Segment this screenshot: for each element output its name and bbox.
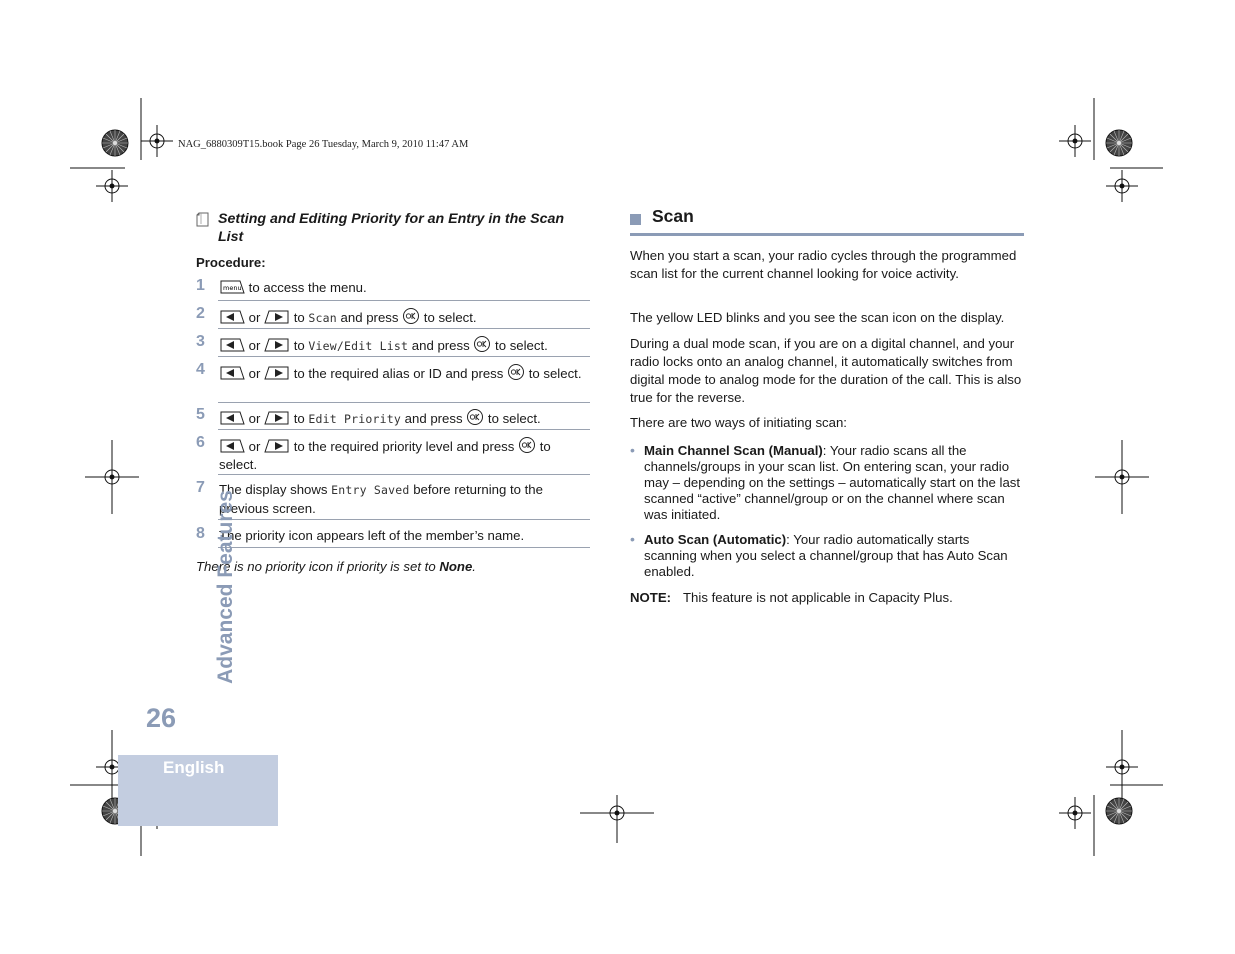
step-divider (218, 402, 590, 403)
display-text: Edit Priority (308, 412, 401, 426)
step-number: 1 (196, 277, 205, 294)
right-arrow-key-icon (264, 410, 290, 426)
procedure-step: 5 or to Edit Priority and press to select. (196, 408, 590, 429)
step-divider (218, 429, 590, 430)
procedure-step: 4 or to the required alias or ID and press to select. (196, 363, 590, 383)
step-number: 7 (196, 479, 205, 496)
square-bullet-icon (630, 214, 641, 225)
display-text: Entry Saved (331, 483, 410, 497)
right-arrow-key-icon (264, 438, 290, 454)
procedure-step (196, 279, 590, 297)
step-number: 6 (196, 434, 205, 451)
section-heading (630, 206, 1024, 227)
note (630, 590, 953, 605)
section-rule (630, 233, 1024, 236)
paragraph: There are two ways of initiating scan: (630, 415, 847, 430)
procedure-step: 3 or to View/Edit List and press to select. (196, 335, 590, 356)
bullet-icon: • (630, 442, 635, 458)
step-text: to access the menu. (245, 280, 367, 295)
step-number: 5 (196, 406, 205, 423)
section-title: Scan (652, 206, 694, 226)
procedure-step: 8 The priority icon appears left of the member’s name. (196, 527, 590, 545)
step-divider (218, 300, 590, 301)
right-arrow-key-icon (264, 309, 290, 325)
step-divider (218, 519, 590, 520)
step-number: 3 (196, 333, 205, 350)
step-number: 8 (196, 525, 205, 542)
language-label: English (163, 758, 225, 777)
ok-button-icon (518, 436, 536, 454)
left-arrow-key-icon (219, 438, 245, 454)
procedure-label: Procedure: (196, 255, 266, 270)
list-item: • Auto Scan (Automatic): Your radio automatically starts scanning when you select a channel/group that has Auto Scan enabled. (630, 531, 1008, 579)
note-label: NOTE: (630, 590, 672, 605)
procedure-step: 2 or to Scan and press to select. (196, 307, 590, 328)
page-icon (196, 212, 209, 227)
menu-key-text: menu (223, 284, 242, 292)
ok-button-icon (402, 307, 420, 325)
paragraph: The yellow LED blinks and you see the scan icon on the display. (630, 310, 1005, 325)
left-arrow-key-icon (219, 365, 245, 381)
step-divider (218, 474, 590, 475)
right-arrow-key-icon (264, 337, 290, 353)
bullet-icon: • (630, 531, 635, 547)
step-divider (218, 328, 590, 329)
subsection-heading (196, 210, 591, 246)
ok-button-icon (466, 408, 484, 426)
subsection-title: Setting and Editing Priority for an Entry in the Scan List (218, 211, 565, 245)
page-number: 26 (146, 703, 177, 733)
left-arrow-key-icon (219, 410, 245, 426)
paragraph: When you start a scan, your radio cycles through the programmed scan list for the current channel looking for voice activity. (630, 248, 1017, 281)
left-arrow-key-icon (219, 309, 245, 325)
display-text: Scan (308, 311, 337, 325)
ok-button-icon (507, 363, 525, 381)
display-text: View/Edit List (308, 339, 409, 353)
menu-key-icon (219, 279, 245, 295)
step-number: 2 (196, 305, 205, 322)
ok-button-icon (473, 335, 491, 353)
paragraph: During a dual mode scan, if you are on a digital channel, and your radio locks onto an analog channel, it automatically switches from digital mode to analog mode for the duration of the call. This is also true for the reverse. (630, 336, 1022, 405)
list-item: • Main Channel Scan (Manual): Your radio scans all the channels/groups in your scan list. On entering scan, your radio may – depending on the settings – automatically start on the last scanned “active” channel/group or on the channel where scan was initiated. (630, 442, 1021, 522)
step-number: 4 (196, 361, 205, 378)
book-header: NAG_6880309T15.book Page 26 Tuesday, March 9, 2010 11:47 AM (178, 139, 469, 150)
priority-note: There is no priority icon if priority is set to None. (196, 559, 476, 574)
procedure-step: 7 The display shows Entry Saved before returning to the previous screen. (196, 481, 590, 517)
step-divider (218, 547, 590, 548)
right-arrow-key-icon (264, 365, 290, 381)
step-divider (218, 356, 590, 357)
chapter-tab-title: Advanced Features (214, 490, 237, 684)
procedure-step: 6 or to the required priority level and press to select. (196, 436, 590, 473)
note-text: This feature is not applicable in Capacity Plus. (683, 590, 953, 605)
left-arrow-key-icon (219, 337, 245, 353)
